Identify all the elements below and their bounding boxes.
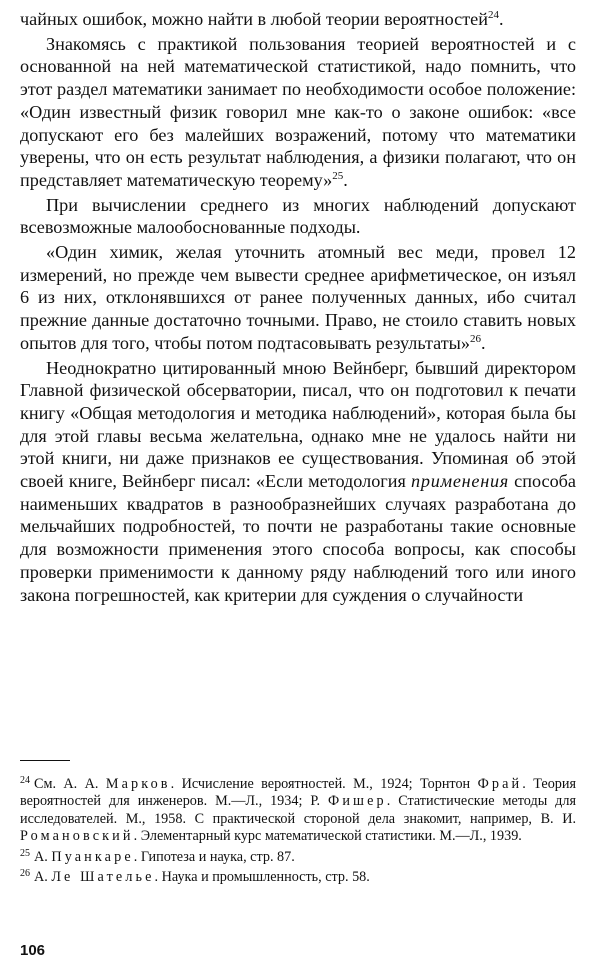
footnote-ref[interactable]: 26 xyxy=(470,332,481,345)
paragraph xyxy=(20,194,576,239)
author-name: Ле Шателье xyxy=(51,869,155,886)
footnote-text: А. xyxy=(34,848,52,865)
author-name: Фрай xyxy=(477,776,523,792)
paragraph-text: «Один химик, желая уточнить атомный вес меди, провел 12 измерений, но прежде чем вывести среднее арифметическое, он изъял 6 из них, отклонявшихся от ранее полученных данных, ибо считал прежние данные достаточно точными. Право, не стоило ставить новых опытов для того, чтобы потом подтасовывать результаты» xyxy=(20,242,576,353)
footnotes xyxy=(20,776,576,889)
footnote-text: . Гипотеза и наука, стр. 87. xyxy=(133,848,295,865)
author-name: Романовский xyxy=(20,828,134,845)
paragraph-text: способа наименьших квадратов в разнообразнейших случаях разработана до мельчайших подробностей, то почти не разработаны такие основные для возможности применения этого способа вопросы, как способы проверки применимости к данному ряду наблюдений того или иного закона погрешностей, как критерии для суждения о случайности xyxy=(20,471,576,605)
author-name: Фишер xyxy=(327,793,387,810)
footnote: 25 А. Пуанкаре. Гипотеза и наука, стр. 87. xyxy=(20,847,295,865)
footnote-ref[interactable]: 24 xyxy=(487,9,499,21)
footnote-rule xyxy=(20,760,70,761)
author-name: Марков xyxy=(105,776,171,792)
footnote-text: . Наука и промышленность, стр. 58. xyxy=(154,869,370,886)
footnote-text: . Элементарный курс математической статистики. М.—Л., 1939. xyxy=(133,828,522,845)
paragraph xyxy=(20,33,576,192)
paragraph-text: чайных ошибок, можно найти в любой теории вероятностей xyxy=(20,9,488,29)
paragraph-text: Неоднократно цитированный мною Вейнберг, бывший директором Главной физической обсерватории, писал, что он подготовил к печати книгу «Общая методология и методика наблюдений», которая была бы для этой главы весьма желательна, однако мне не удалось найти ни этой книги, ни даже признаков ее существования. Упоминая об этой своей книге, Вейнберг писал: «Если методология xyxy=(20,357,576,492)
footnote-ref[interactable]: 25 xyxy=(332,169,344,182)
punct: . xyxy=(343,169,348,190)
emphasis-word: применения xyxy=(411,471,509,492)
paragraph-text: Знакомясь с практикой пользования теорией вероятностей и с основанной на ней математической статистикой, надо помнить, что этот раздел математики занимает по необходимости особое положение: «Один известный физик говорил мне как-то о законе ошибок: «все допускают его без малейших возражений, потому что математики уверены, что он есть результат наблюдения, а физики полагают, что он представляет математическую теорему» xyxy=(20,33,576,190)
punct: . xyxy=(481,332,486,353)
footnote: 24 См. А. А. Марков. Исчисление вероятностей. М., 1924; Торнтон Фрай. Теория вероятностей для инженеров. М.—Л., 1934; Р. Фишер. Статистические методы для исследователей. М., 1958. С практической стороной дела знакомит, например, В. И. Романовский. Элементарный курс математической статистики. М.—Л., 1939. xyxy=(20,775,577,845)
page-number: 106 xyxy=(20,942,46,959)
footnote-text: А. xyxy=(34,869,52,886)
footnote-text: . Исчисление вероятностей. М., 1924; Торнтон xyxy=(170,776,478,792)
footnote-text: . Теория вероятностей для инженеров. М.—Л., 1934; Р. xyxy=(20,776,576,810)
paragraph-text: При вычислении среднего из многих наблюдений допускают всевозможные малообоснованные подходы. xyxy=(20,194,576,238)
paragraph xyxy=(20,8,576,31)
author-name: Пуанкаре xyxy=(51,848,134,865)
punct: . xyxy=(498,9,504,29)
footnote: 26 А. Ле Шателье. Наука и промышленность, стр. 58. xyxy=(20,868,370,886)
footnote-text: . Статистические методы для исследователей. М., 1958. С практической стороной дела знакомит, например, В. И. xyxy=(20,793,577,827)
footnote-text: См. А. А. xyxy=(34,776,106,792)
main-text xyxy=(20,8,576,606)
paragraph xyxy=(20,241,576,355)
paragraph xyxy=(20,357,576,607)
